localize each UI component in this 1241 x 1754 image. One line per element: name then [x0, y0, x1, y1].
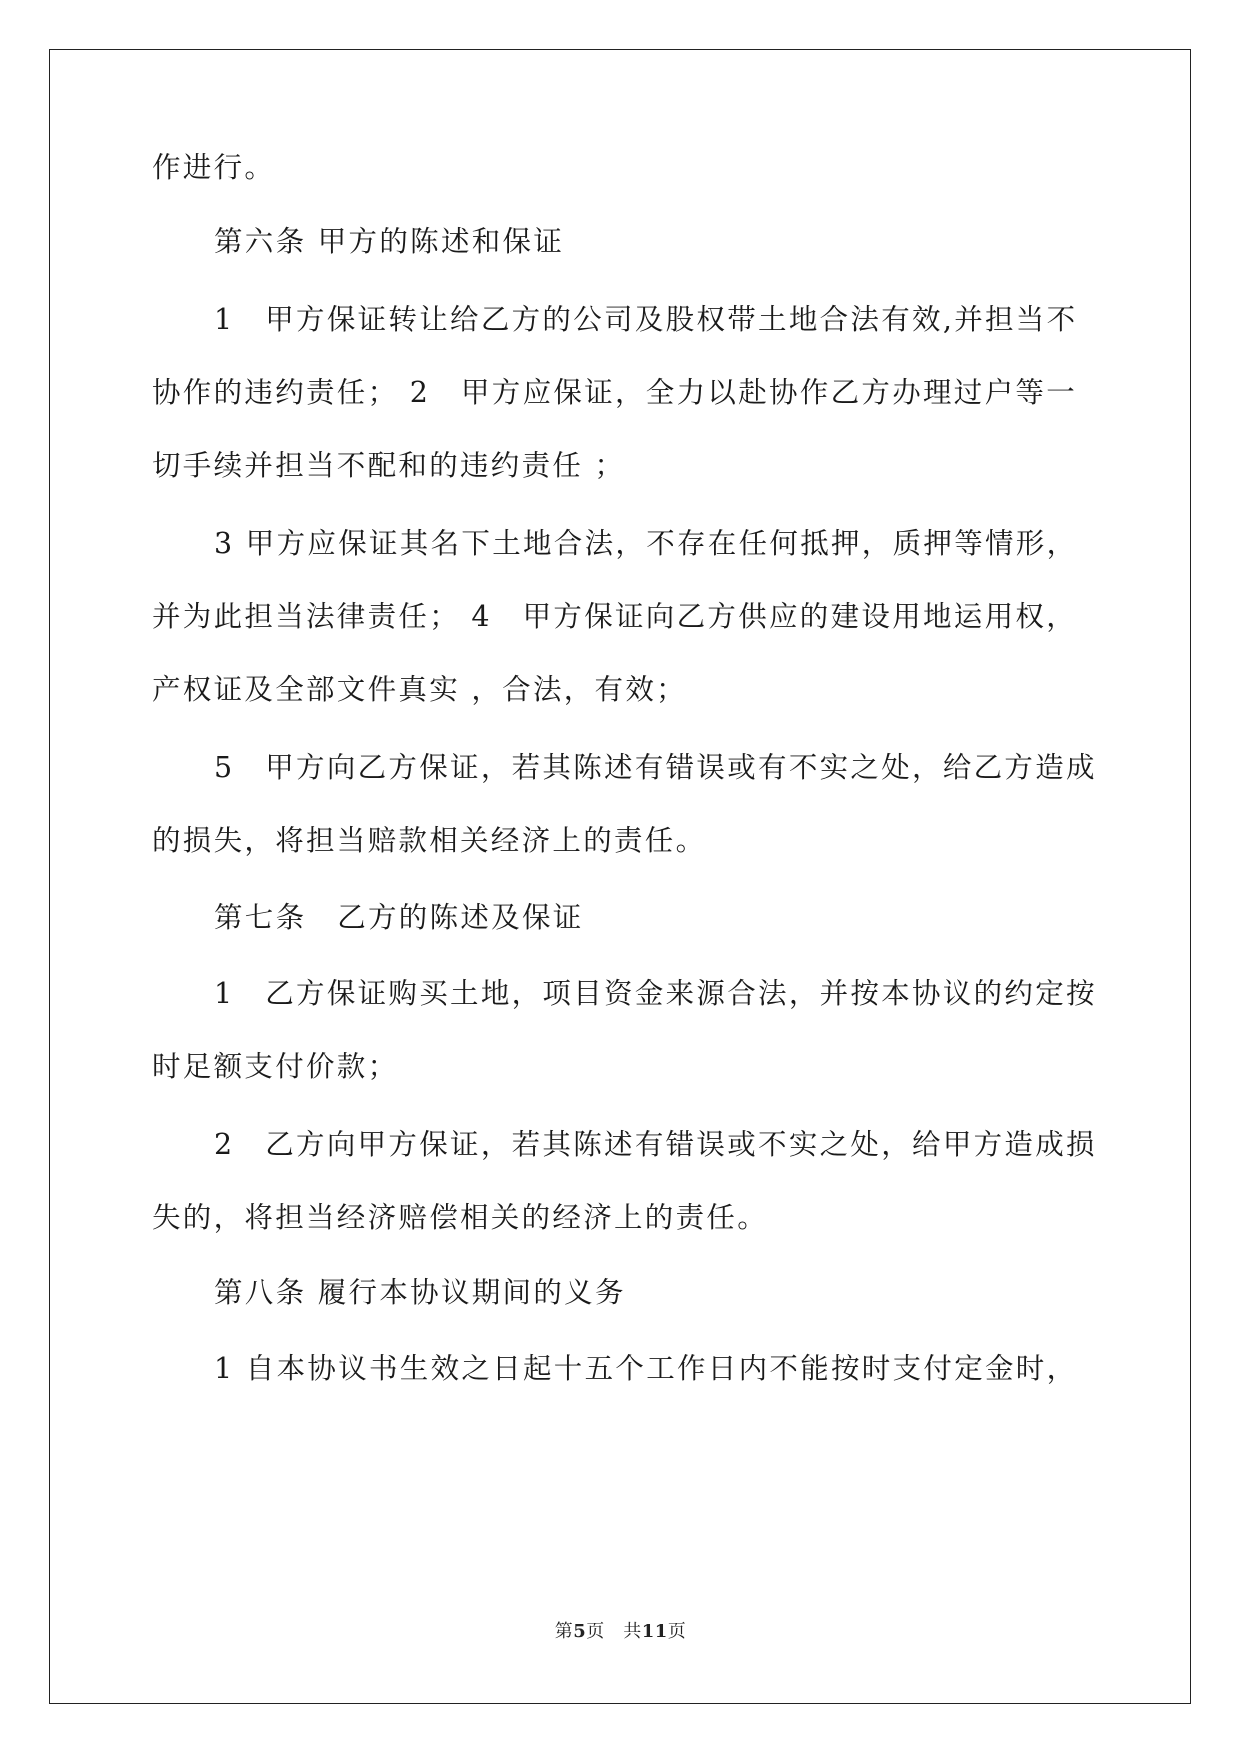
text-line: 3 甲方应保证其名下土地合法，不存在任何抵押，质押等情形， — [214, 527, 1078, 560]
text-line: 1 自本协议书生效之日起十五个工作日内不能按时支付定金时， — [214, 1352, 1078, 1385]
footer-prefix: 第 — [554, 1621, 574, 1642]
text-line: 时足额支付价款； — [152, 1050, 399, 1083]
text-line: 产权证及全部文件真实 ，合法，有效； — [152, 673, 687, 706]
text-line: 2 乙方向甲方保证，若其陈述有错误或不实之处，给甲方造成损 — [214, 1128, 1097, 1161]
text-line: 切手续并担当不配和的违约责任 ； — [152, 449, 626, 482]
section-heading: 第七条 乙方的陈述及保证 — [214, 901, 584, 934]
text-line: 5 甲方向乙方保证，若其陈述有错误或有不实之处，给乙方造成 — [214, 751, 1097, 784]
footer-middle: 页 共 — [586, 1621, 642, 1642]
footer-suffix: 页 — [667, 1621, 687, 1642]
text-line: 1 甲方保证转让给乙方的公司及股权带土地合法有效,并担当不 — [214, 303, 1078, 336]
text-line: 的损失，将担当赔款相关经济上的责任。 — [152, 824, 707, 857]
total-pages-number: 11 — [641, 1621, 668, 1642]
text-line: 作进行。 — [152, 151, 276, 184]
text-line: 协作的违约责任； 2 甲方应保证，全力以赴协作乙方办理过户等一 — [152, 376, 1077, 409]
current-page-number: 5 — [573, 1621, 587, 1642]
page-border — [49, 49, 1191, 1704]
text-line: 并为此担当法律责任； 4 甲方保证向乙方供应的建设用地运用权， — [152, 600, 1077, 633]
text-line: 失的，将担当经济赔偿相关的经济上的责任。 — [152, 1201, 769, 1234]
page-footer — [0, 1620, 1241, 1644]
section-heading: 第八条 履行本协议期间的义务 — [214, 1276, 626, 1309]
section-heading: 第六条 甲方的陈述和保证 — [214, 225, 565, 258]
text-line: 1 乙方保证购买土地，项目资金来源合法，并按本协议的约定按 — [214, 977, 1097, 1010]
